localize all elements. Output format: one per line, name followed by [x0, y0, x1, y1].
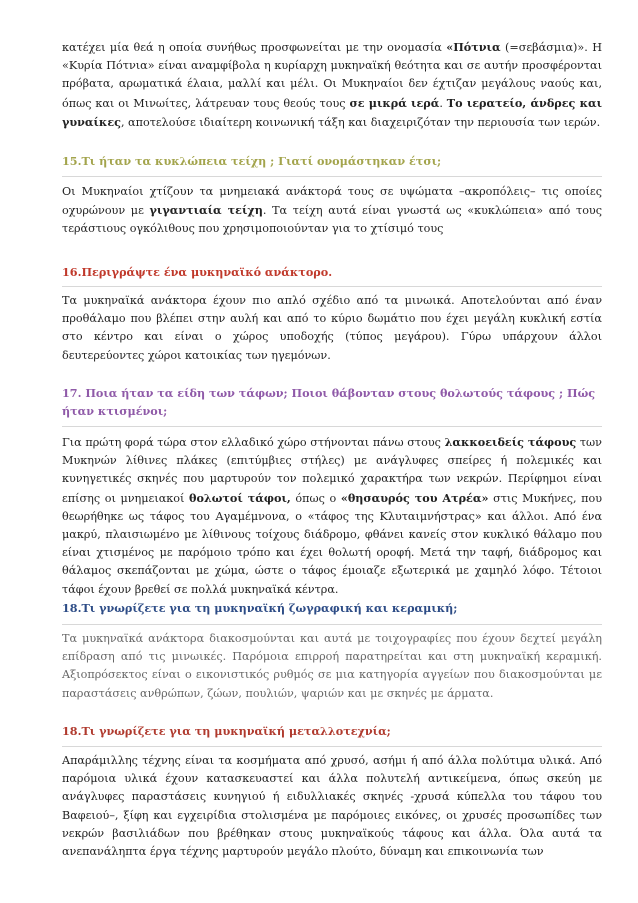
- answer-18-painting: [62, 630, 602, 703]
- bold-term: «Πότνια: [446, 40, 501, 54]
- bold-term: λακκοειδείς τάφους: [444, 435, 577, 449]
- question-heading: 16.Περιγράψτε ένα μυκηναϊκό ανάκτορο.: [62, 265, 333, 279]
- question-heading: 18.Τι γνωρίζετε για τη μυκηναϊκή ζωγραφική και κεραμική;: [62, 601, 458, 615]
- divider: [62, 426, 602, 427]
- question-18-painting: [62, 599, 602, 617]
- question-heading: 17. Ποια ήταν τα είδη των τάφων; Ποιοι θάβονταν στους θολωτούς τάφους ; Πώς ήταν κτισμένοι;: [62, 386, 596, 419]
- question-16: [62, 263, 602, 281]
- question-heading: 18.Τι γνωρίζετε για τη μυκηναϊκή μεταλλοτεχνία;: [62, 724, 391, 738]
- paragraph-text: κατέχει μία θεά η οποία συνήθως προσφωνείται με την ονομασία «Πότνια (=σεβάσμια)». Η «Κυρία Πότνια» είναι αναμφίβολα η κυρίαρχη μυκηναϊκή θεότητα και σε αυτήν προσφέρονται πρόβατα, αρωματικά έλαια, μαλλί και μέλι. Οι Μυκηναίοι δεν έχτιζαν μεγάλους ναούς και, όπως και οι Μινωίτες, λάτρευαν τους θεούς τους σε μικρά ιερά. Το ιερατείο, άνδρες και γυναίκες, αποτελούσε ιδιαίτερη κοινωνική τάξη και διαχειριζόταν την περιουσία των ιερών.: [62, 40, 602, 129]
- divider: [62, 286, 602, 287]
- answer-17: [62, 433, 602, 599]
- paragraph-text: Για πρώτη φορά τώρα στον ελλαδικό χώρο στήνονται πάνω στους λακκοειδείς τάφους των Μυκηνών λίθινες πλάκες (επιτύμβιες στήλες) με ανάγλυφες σπείρες ή πολεμικές και κυνηγετικές σκηνές που μαρτυρούν τον πολεμικό χαρακτήρα των νεκρών. Περίφημοι είναι επίσης οι μνημειακοί θολωτοί τάφοι, όπως ο «θησαυρός του Ατρέα» στις Μυκήνες, που θεωρήθηκε ως τάφος του Αγαμέμνονα, ο «τάφος της Κλυταιμνήστρας» και άλλοι. Από ένα μακρύ, πλαισιωμένο με λίθινους τοίχους διάδρομο, φθάνει κανείς στον κυκλικό θάλαμο που είναι χτισμένος με παρόμοιο τρόπο και έχει θολωτή οροφή. Μετά την ταφή, διάδρομος και θάλαμος σκεπάζονται με χώμα, ώστε ο τάφος έμοιαζε εξωτερικά με χαμηλό λόφο. Τέτοιοι τάφοι έχουν βρεθεί σε πολλά μυκηναϊκά κέντρα.: [62, 435, 603, 596]
- paragraph-text: Τα μυκηναϊκά ανάκτορα διακοσμούνται και αυτά με τοιχογραφίες που έχουν δεχτεί μεγάλη επίδραση από τις μινωικές. Παρόμοια επιρροή παρατηρείται και στη μυκηναϊκή κεραμική. Αξιοπρόσεκτος είναι ο εικονιστικός ρυθμός σε μια κατηγορία αγγείων που διακοσμούνται με παραστάσεις ανθρώπων, ζώων, πουλιών, ψαριών και με σκηνές με άρματα.: [62, 632, 602, 700]
- paragraph-text: Οι Μυκηναίοι χτίζουν τα μνημειακά ανάκτορά τους σε υψώματα –ακροπόλεις– τις οποίες οχυρώνουν με γιγαντιαία τείχη. Τα τείχη αυτά είναι γνωστά ως «κυκλώπεια» από τους τεράστιους ογκόλιθους που χρησιμοποιούνταν για το χτίσιμό τους: [62, 185, 602, 236]
- divider: [62, 746, 602, 747]
- question-15: [62, 152, 602, 170]
- divider: [62, 624, 602, 625]
- answer-15: [62, 183, 602, 239]
- question-heading: 15.Τι ήταν τα κυκλώπεια τείχη ; Γιατί ονομάστηκαν έτσι;: [62, 154, 442, 168]
- paragraph-text: Τα μυκηναϊκά ανάκτορα έχουν πιο απλό σχέδιο από τα μινωικά. Αποτελούνται από έναν προθάλαμο που βλέπει στην αυλή και από το κύριο δωμάτιο που έχει μεγάλη κυκλική εστία στο κέντρο και είναι ο χώρος υποδοχής (τύπος μεγάρου). Γύρω υπάρχουν άλλοι δευτερεύοντες χώροι κατοικίας των ηγεμόνων.: [62, 294, 602, 362]
- paragraph-text: Απαράμιλλης τέχνης είναι τα κοσμήματα από χρυσό, ασήμι ή από άλλα πολύτιμα υλικά. Από παρόμοια υλικά έχουν κατασκευαστεί και άλλα πολυτελή αντικείμενα, όπως σκεύη με ανάγλυφες παραστάσεις κυνηγιού ή ειδυλλιακές σκηνές -χρυσά κύπελλα του τάφου του Βαφειού–, ξίφη και εγχειρίδια στολισμένα με παρόμοιες εικόνες, οι χρυσές προσωπίδες των νεκρών βασιλιάδων που βρέθηκαν στους μυκηναϊκούς τάφους και άλλα. Όλα αυτά τα ανεπανάληπτα έργα τέχνης μαρτυρούν μεγάλο πλούτο, δύναμη και επικοινωνία των: [62, 754, 602, 859]
- bold-term: θολωτοί τάφοι,: [188, 490, 291, 505]
- answer-18-metalwork: [62, 752, 602, 861]
- question-17: [62, 384, 602, 420]
- answer-16: [62, 292, 602, 365]
- paragraph-potnia: [62, 38, 602, 132]
- bold-term: γιγαντιαία τείχη: [149, 203, 263, 218]
- divider: [62, 176, 602, 177]
- bold-term: σε μικρά ιερά: [349, 95, 440, 110]
- question-18-metalwork: [62, 722, 602, 740]
- bold-term: Το ιερατείο, άνδρες και γυναίκες: [62, 95, 602, 129]
- bold-term: «θησαυρός του Ατρέα»: [340, 490, 489, 505]
